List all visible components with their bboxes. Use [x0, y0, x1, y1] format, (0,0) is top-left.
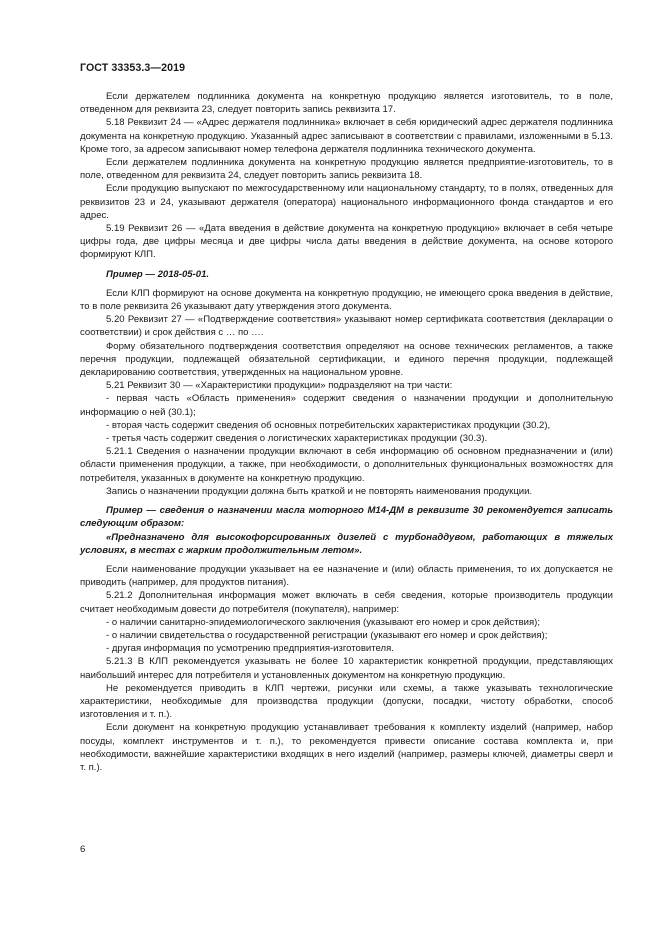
paragraph: Если КЛП формируют на основе документа на конкретную продукцию, не имеющего срока введения в действие, то в поле реквизита 26 указывают дату утверждения этого документа.: [80, 287, 613, 313]
page-number: 6: [80, 844, 86, 855]
list-item: - первая часть «Область применения» содержит сведения о назначении продукции и дополнительную информацию о ней (30.1);: [80, 393, 613, 418]
document-body: [80, 90, 613, 774]
example-paragraph: Пример — 2018-05-01.: [106, 268, 210, 280]
paragraph: Если держателем подлинника документа на конкретную продукцию является предприятие-изготовитель, то в поле, отведенном для реквизита 24, следует повторить запись реквизита 18.: [80, 157, 613, 182]
list-item: - о наличии свидетельства о государственной регистрации (указывают его номер и срок действия);: [106, 629, 548, 641]
paragraph: 5.19 Реквизит 26 — «Дата введения в действие документа на конкретную продукцию» включает в себя четыре цифры года, две цифры месяца и две цифры числа даты введения в действие документа, на основе которого формируют КЛП.: [80, 223, 613, 261]
paragraph: 5.21.3 В КЛП рекомендуется указывать не более 10 характеристик конкретной продукции, представляющих наибольший интерес для потребителя и установленных документом на конкретную продукцию.: [80, 656, 613, 681]
paragraph: 5.21 Реквизит 30 — «Характеристики продукции» подразделяют на три части:: [106, 380, 453, 392]
paragraph: Запись о назначении продукции должна быть краткой и не повторять наименования продукции.: [106, 485, 533, 497]
paragraph: Если держателем подлинника документа на конкретную продукцию является изготовитель, то в поле, отведенном для реквизита 23, следует повторить запись реквизита 17.: [80, 91, 613, 116]
example-quote: «Предназначено для высокофорсированных дизелей с турбонаддувом, работающих в тяжелых условиях, в местах с жарким продолжительным летом».: [80, 531, 613, 556]
document-header: ГОСТ 33353.3—2019: [80, 62, 186, 74]
paragraph: Форму обязательного подтверждения соответствия определяют на основе технических регламентов, а также перечня продукции, подлежащей обязательной сертификации, и единого перечня продукции, подлежащей декларированию соответствия, утвержденных на национальном уровне.: [80, 340, 613, 379]
list-item: - о наличии санитарно-эпидемиологического заключения (указывают его номер и срок действия);: [106, 616, 541, 628]
paragraph: 5.21.2 Дополнительная информация может включать в себя сведения, которые производитель продукции считает необходимым довести до потребителя (покупателя), например:: [80, 590, 613, 615]
paragraph: Если продукцию выпускают по межгосударственному или национальному стандарту, то в полях, отведенных для реквизитов 23 и 24, указывают держателя (оператора) национального информационного фонда стандартов и его адрес.: [80, 183, 613, 221]
list-item: - другая информация по усмотрению предприятия-изготовителя.: [106, 643, 394, 655]
paragraph: 5.20 Реквизит 27 — «Подтверждение соответствия» указывают номер сертификата соответствия (декларации о соответствии) и срок действия с … по ….: [80, 314, 613, 339]
example-paragraph: Пример — сведения о назначении масла моторного М14-ДМ в реквизите 30 рекомендуется записать следующим образом:: [80, 505, 613, 530]
paragraph: Если документ на конкретную продукцию устанавливает требования к комплекту изделий (например, набор посуды, комплект инструментов и т. п.), то рекомендуется привести описание состава комплекта и, при необходимости, важнейшие характеристики входящих в него изделий (например, размеры ключей, диаметры сверл и т. п.).: [80, 722, 613, 773]
paragraph: 5.21.1 Сведения о назначении продукции включают в себя информацию об основном предназначении и (или) области применения продукции, а также, при необходимости, о дополнительных функциональных возможностях для потребителя, указанных в документе на конкретную продукцию.: [80, 446, 613, 484]
paragraph: Если наименование продукции указывает на ее назначение и (или) область применения, то их допускается не приводить (например, для продуктов питания).: [80, 563, 613, 589]
list-item: - вторая часть содержит сведения об основных потребительских характеристиках продукции (30.2),: [106, 419, 551, 431]
paragraph: 5.18 Реквизит 24 — «Адрес держателя подлинника» включает в себя юридический адрес держателя подлинника документа на конкретную продукцию. Указанный адрес записывают в соответствии с правилами, изложенными в 5.13. Кроме того, за адресом записывают номер телефона держателя подлинника технического документа.: [80, 117, 613, 155]
paragraph: Не рекомендуется приводить в КЛП чертежи, рисунки или схемы, а также указывать технологические характеристики, необходимые для производства продукции (допуски, посадки, чистоту обработки, способ изготовления и т. п.).: [80, 682, 613, 721]
list-item: - третья часть содержит сведения о логистических характеристиках продукции (30.3).: [106, 433, 488, 445]
